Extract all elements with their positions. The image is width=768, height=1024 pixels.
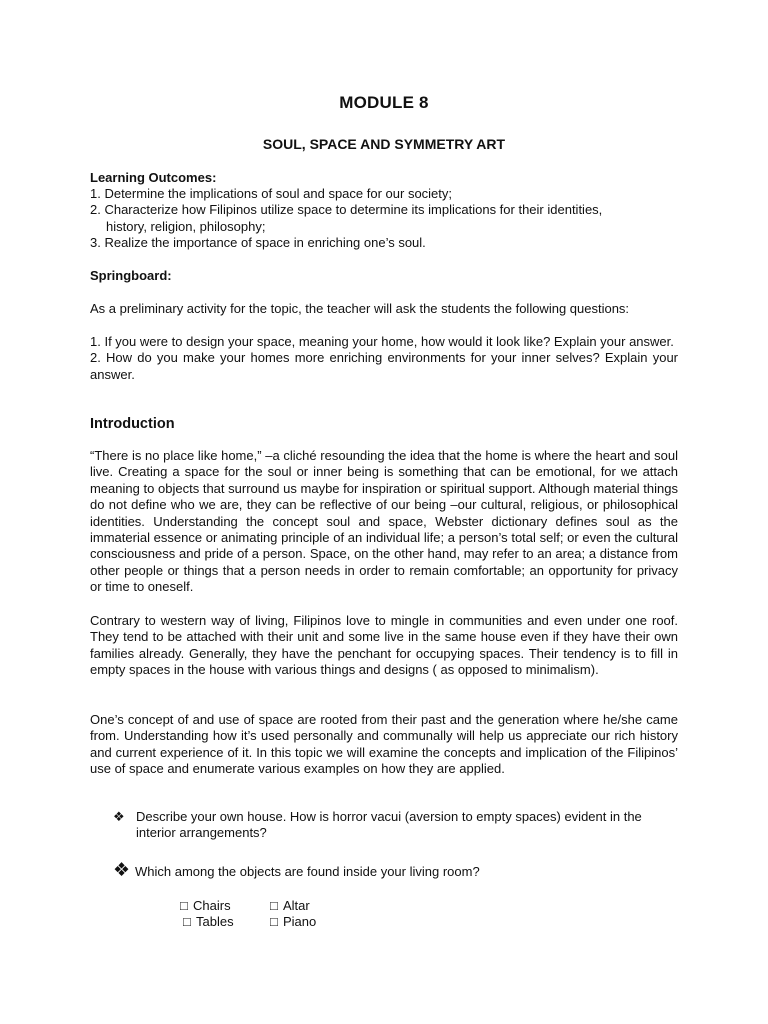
bullet-item — [113, 862, 678, 880]
option-label: Piano — [283, 914, 317, 930]
option-piano[interactable] — [270, 914, 360, 930]
module-subtitle: SOUL, SPACE AND SYMMETRY ART — [262, 136, 506, 152]
springboard-question: 1. If you were to design your space, meaning your home, how would it look like? Explain your answer. — [90, 334, 674, 349]
option-chairs[interactable] — [180, 898, 270, 914]
module-title: MODULE 8 — [339, 93, 429, 112]
introduction-paragraph-3: One’s concept of and use of space are rooted from their past and the generation where he/she came from. Understanding how it’s used personally and communally will help us appreciate our rich history and current experience of it. In this topic we will examine the concepts and implication of the Filipinos’ use of space and enumerate various examples on how they are applied. — [90, 712, 678, 777]
option-tables[interactable] — [180, 914, 270, 930]
bullet-text: Describe your own house. How is horror vacui (aversion to empty spaces) evident in the interior arrangements? — [136, 809, 642, 841]
introduction-paragraph-2: Contrary to western way of living, Filipinos love to mingle in communities and even under one roof. They tend to be attached with their unit and some live in the same house even if they have their own families already. Generally, they have the penchant for occupying spaces. Their tendency is to fill in empty spaces in the house with various things and designs ( as opposed to minimalism). — [90, 613, 678, 678]
options-row — [180, 914, 360, 930]
living-room-options — [180, 898, 360, 931]
learning-outcome-item: 2. Characterize how Filipinos utilize space to determine its implications for their identities, — [90, 202, 603, 218]
springboard-heading: Springboard: — [90, 268, 172, 283]
diamond-bullet-icon: ❖ — [113, 860, 131, 881]
bullet-text: Which among the objects are found inside your living room? — [135, 864, 480, 879]
checkbox-icon[interactable]: □ — [270, 898, 278, 913]
checkbox-icon[interactable]: □ — [180, 898, 188, 913]
introduction-paragraph-1: “There is no place like home,” –a cliché resounding the idea that the home is where the heart and soul live. Creating a space for the soul or inner being is something that can be emotional, for we attach meaning to objects that surround us maybe for inspiration or spiritual support. Although material things do not define who we are, they can be reflective of our being –our cultural, religious, or philosophical identities. Understanding the concept soul and space, Webster dictionary defines soul as the immaterial essence or animating principle of an individual life; a person’s total self; or even the cultural consciousness and pride of a person. Space, on the other hand, may refer to an area; a distance from other people or things that a person needs in order to remain comfortable; an opportunity for privacy or time to oneself. — [90, 448, 678, 595]
option-altar[interactable] — [270, 898, 360, 914]
springboard-question: 2. How do you make your homes more enriching environments for your inner selves? Explain your answer. — [90, 350, 678, 382]
springboard-intro: As a preliminary activity for the topic, the teacher will ask the students the following questions: — [90, 301, 630, 316]
learning-outcome-item-continued: history, religion, philosophy; — [106, 218, 266, 234]
bullet-item — [113, 809, 678, 842]
options-row — [180, 898, 360, 914]
option-label: Chairs — [193, 898, 231, 913]
option-label: Altar — [283, 898, 310, 913]
option-label: Tables — [196, 914, 234, 930]
diamond-bullet-icon: ❖ — [113, 809, 125, 824]
checkbox-icon[interactable]: □ — [183, 914, 191, 930]
springboard-questions — [90, 334, 678, 383]
introduction-heading: Introduction — [90, 416, 175, 432]
checkbox-icon[interactable]: □ — [270, 914, 278, 930]
learning-outcome-item: 1. Determine the implications of soul and space for our society; — [90, 186, 453, 201]
learning-outcomes-heading: Learning Outcomes: — [90, 170, 217, 185]
learning-outcome-item: 3. Realize the importance of space in enriching one’s soul. — [90, 235, 426, 251]
learning-outcomes-list — [90, 186, 678, 252]
